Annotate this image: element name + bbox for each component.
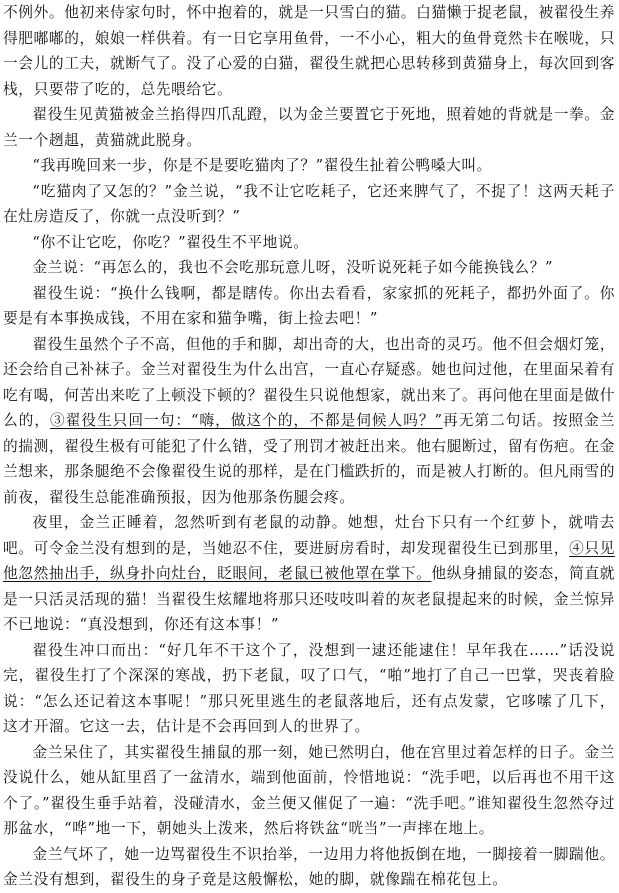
- paragraph: [3, 638, 615, 740]
- paragraph-text: 翟役生虽然个子不高，但他的手和脚，却出奇的大，也出奇的灵巧。他不但会烟灯笼，还会给自己补袜子。金兰对翟役生为什么出宫，一直心存疑惑。她也问过他，在里面呆着有吃有喝，何苦出来吃了上顿没下顿的？翟役生只说他想家，就出来了。再问他在里面是做什么的，: [3, 335, 615, 429]
- paragraph-text: 翟役生冲口而出：“好几年不干这个了，没想到一逮还能逮住！早年我在……”话没说完，翟役生打了个深深的寒战，扔下老鼠，叹了口气，“啪”地打了自己一巴掌，哭丧着脸说：“怎么还记着这本事呢！”那只死里逃生的老鼠落地后，还有点发蒙，它哆嗦了几下，这才开溜。它这一去，估计是不会再回到人的世界了。: [3, 641, 615, 735]
- paragraph: [3, 0, 615, 102]
- paragraph-text: “吃猫肉了又怎的？”金兰说，“我不让它吃耗子，它还来脾气了，不捉了！这两天耗子在灶房造反了，你就一点没听到？”: [3, 182, 615, 225]
- paragraph-text: 翟役生见黄猫被金兰掐得四爪乱蹬，以为金兰要置它于死地，照着她的背就是一拳。金兰一个趔趄，黄猫就此脱身。: [3, 106, 615, 149]
- paragraph: [3, 102, 615, 153]
- paragraph-text: 金兰说：“再怎么的，我也不会吃那玩意儿呀，没听说死耗子如今能换钱么？”: [32, 259, 554, 276]
- paragraph: [3, 179, 615, 230]
- paragraph: [3, 510, 615, 638]
- paragraph: [3, 281, 615, 332]
- paragraph-text: 金兰呆住了，其实翟役生捕鼠的那一刻，她已然明白，他在宫里过着怎样的日子。金兰没说什么，她从缸里舀了一盆清水，端到他面前，怜惜地说：“洗手吧，以后再也不用干这个了。”翟役生垂手站着，没碰清水，金兰便又催促了一遍：“洗手吧。”谁知翟役生忽然夺过那盆水，“哗”地一下，朝她头上泼来，然后将铁盆“咣当”一声摔在地上。: [3, 743, 615, 837]
- paragraph: [3, 153, 615, 179]
- paragraph-text: 他纵身捕鼠的姿态，简直就是一只活灵活现的猫！当翟役生炫耀地将那只还吱吱叫着的灰老鼠提起来的时候，金兰惊异不已地说：“真没想到，你还有这本事！”: [3, 565, 615, 633]
- paragraph-text: 金兰气坏了，她一边骂翟役生不识抬举，一边用力将他扳倒在地，一脚接着一脚踹他。金兰没有想到，翟役生的身子竟是这般懈松，她的脚，就像踹在棉花包上。: [3, 845, 615, 888]
- paragraph: [3, 255, 615, 281]
- paragraph: [3, 332, 615, 511]
- paragraph-text: 夜里，金兰正睡着，忽然听到有老鼠的动静。她想，灶台下只有一个红萝卜，就啃去吧。可令金兰没有想到的是，当她忍不住，要进厨房看时，却发现翟役生已到那里，: [3, 514, 615, 557]
- paragraph-text: “你不让它吃，你吃？”翟役生不平地说。: [32, 233, 309, 251]
- paragraph-text: 翟役生说：“换什么钱啊，都是瞎传。你出去看看，家家抓的死耗子，都扔外面了。你要是有本事换成钱，不用在家和猫争嘴，街上捡去吧！”: [3, 284, 615, 327]
- paragraph: [3, 740, 615, 842]
- underlined-sentence: ③翟役生只回一句：“嗨，做这个的，不都是伺候人吗？”: [50, 412, 443, 429]
- paragraph-text: 不例外。他初来侍家句时，怀中抱着的，就是一只雪白的猫。白猫懒于捉老鼠，被翟役生养得肥嘟嘟的，娘娘一样供着。有一日它享用鱼骨，一不小心，粗大的鱼骨竟然卡在喉咙，只一会儿的工夫，就断气了。没了心爱的白猫，翟役生就把心思转移到黄猫身上，每次回到客栈，只要带了吃的，总先喂给它。: [3, 4, 615, 98]
- paragraph-text: “我再晚回来一步，你是不是要吃猫肉了？”翟役生扯着公鸭嗓大叫。: [32, 157, 492, 174]
- novel-excerpt-page: [3, 0, 615, 893]
- paragraph-text: 再无第二句话。按照金兰的揣测，翟役生极有可能犯了什么错，受了刑罚才被赶出来。他右腿断过，留有伤疤。在金兰想来，那条腿绝不会像翟役生说的那样，是在门槛跌折的，而是被人打断的。但凡雨雪的前夜，翟役生总能准确预报，因为他那条伤腿会疼。: [3, 412, 615, 506]
- paragraph: [3, 842, 615, 893]
- paragraph: [3, 230, 615, 256]
- underlined-sentence: ④只见他忽然抽出手，纵身扑向灶台，眨眼间，老鼠已被他罩在掌下。: [3, 539, 615, 582]
